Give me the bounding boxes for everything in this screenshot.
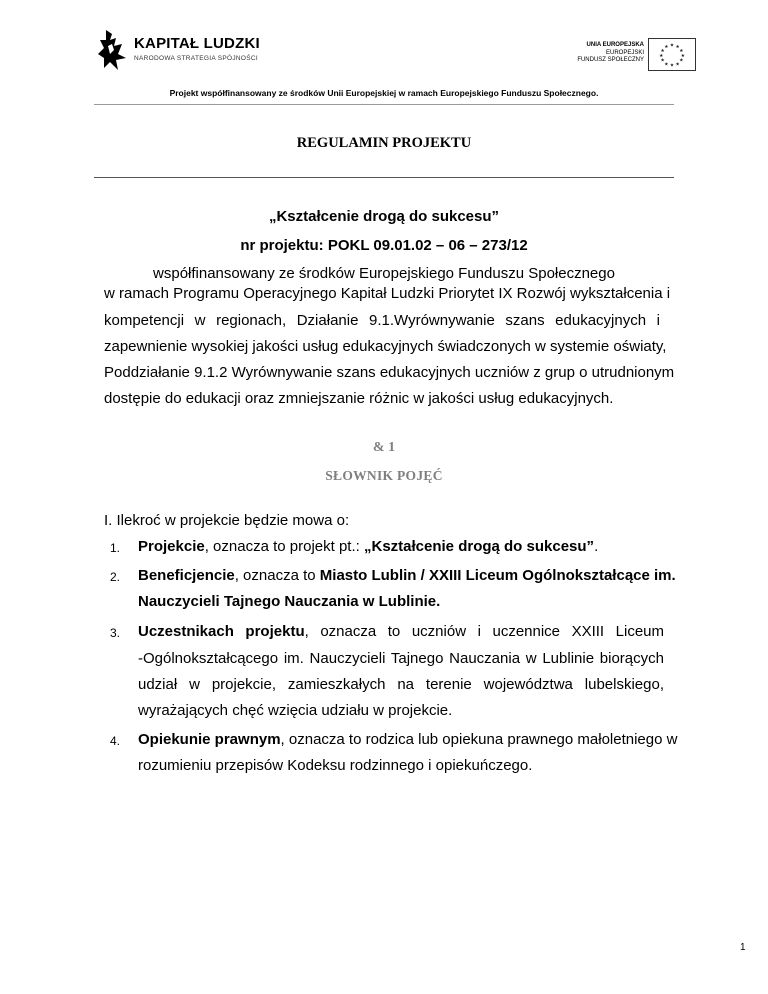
item-4-line-1 bbox=[138, 731, 678, 749]
item-4-line-2: rozumieniu przepisów Kodeksu rodzinnego i opiekuńczego. bbox=[138, 757, 533, 774]
svg-text:★: ★ bbox=[659, 53, 664, 59]
description-line-3: zapewnienie wysokiej jakości usług edukacyjnych świadczonych w systemie oświaty, bbox=[104, 338, 667, 355]
svg-text:★: ★ bbox=[679, 49, 684, 55]
svg-text:★: ★ bbox=[660, 49, 665, 55]
cofinancing-note: Projekt współfinansowany ze środków Unii Europejskiej w ramach Europejskiego Funduszu Społecznego. bbox=[169, 88, 599, 98]
item-1-end: . bbox=[594, 538, 599, 555]
item-2-bold-line-2: Nauczycieli Tajnego Nauczania w Lublinie. bbox=[138, 593, 441, 610]
eu-flag-icon bbox=[648, 38, 696, 71]
item-4-number: 4. bbox=[110, 734, 121, 748]
description-line-4: Poddziałanie 9.1.2 Wyrównywanie szans edukacyjnych uczniów z grup o utrudnionym bbox=[104, 364, 675, 381]
svg-text:★: ★ bbox=[660, 58, 665, 64]
item-3-number: 3. bbox=[110, 626, 121, 640]
item-2-text: , oznacza to bbox=[234, 567, 320, 584]
item-3-line-4: wyrażających chęć wzięcia udziału w projekcie. bbox=[138, 702, 453, 719]
kl-logo-subtitle: NARODOWA STRATEGIA SPÓJNOŚCI bbox=[134, 55, 258, 62]
section-sign: & 1 bbox=[372, 440, 396, 455]
item-2-line-1 bbox=[138, 567, 676, 585]
item-1-bold-tail: „Kształcenie drogą do sukcesu” bbox=[363, 538, 595, 555]
item-3-line-2: -Ogólnokształcącego im. Nauczycieli Tajnego Nauczania w Lublinie biorących bbox=[138, 650, 664, 667]
eu-line-1: UNIA EUROPEJSKA bbox=[586, 42, 644, 48]
item-3-line-1 bbox=[138, 623, 664, 641]
eu-logo-text bbox=[577, 42, 644, 65]
header-divider bbox=[94, 104, 674, 105]
svg-text:★: ★ bbox=[669, 43, 675, 49]
item-1-term: Projekcie bbox=[138, 538, 205, 555]
svg-text:★: ★ bbox=[679, 58, 684, 64]
svg-text:★: ★ bbox=[669, 63, 675, 69]
svg-text:★: ★ bbox=[664, 44, 669, 50]
eu-line-3: FUNDUSZ SPOŁECZNY bbox=[577, 57, 644, 63]
item-1-line-1 bbox=[138, 538, 664, 556]
project-name: „Kształcenie drogą do sukcesu” bbox=[268, 208, 500, 225]
svg-text:★: ★ bbox=[675, 62, 680, 68]
item-2-term: Beneficjencie bbox=[138, 567, 235, 584]
eu-line-2: EUROPEJSKI bbox=[605, 49, 644, 56]
svg-text:★: ★ bbox=[680, 53, 685, 59]
project-number: nr projektu: POKL 09.01.02 – 06 – 273/12 bbox=[240, 237, 528, 254]
description-line-5: dostępie do edukacji oraz zmniejszanie różnic w jakości usług edukacyjnych. bbox=[104, 390, 614, 407]
document-title: REGULAMIN PROJEKTU bbox=[296, 135, 472, 151]
cofinanced-line: współfinansowany ze środków Europejskiego Funduszu Społecznego bbox=[153, 265, 615, 282]
item-2-bold-tail: Miasto Lublin / XXIII Liceum Ogólnokształcące im. bbox=[319, 567, 676, 584]
item-3-term: Uczestnikach projektu bbox=[138, 623, 305, 640]
description-line-1: w ramach Programu Operacyjnego Kapitał Ludzki Priorytet IX Rozwój wykształcenia i bbox=[104, 285, 671, 302]
kl-logo-title: KAPITAŁ LUDZKI bbox=[134, 35, 260, 52]
item-2-line-2 bbox=[138, 593, 664, 611]
item-2-number: 2. bbox=[110, 570, 121, 584]
section-title: SŁOWNIK POJĘĆ bbox=[325, 468, 443, 483]
definitions-intro: I. Ilekroć w projekcie będzie mowa o: bbox=[104, 512, 350, 529]
item-4-term: Opiekunie prawnym bbox=[138, 731, 281, 748]
svg-text:★: ★ bbox=[675, 44, 680, 50]
kapital-ludzki-logo bbox=[96, 28, 286, 72]
item-1-text: , oznacza to projekt pt.: bbox=[204, 538, 364, 555]
page-number: 1 bbox=[740, 942, 746, 953]
item-4-text: , oznacza to rodzica lub opiekuna prawnego małoletniego w bbox=[280, 731, 678, 748]
description-line-2: kompetencji w regionach, Działanie 9.1.Wyrównywanie szans edukacyjnych i bbox=[104, 312, 660, 329]
kapital-ludzki-emblem-icon bbox=[96, 28, 128, 72]
title-divider bbox=[94, 177, 674, 178]
item-3-text: , oznacza to uczniów i uczennice XXIII Liceum bbox=[304, 623, 664, 640]
item-1-number: 1. bbox=[110, 541, 121, 555]
svg-text:★: ★ bbox=[664, 62, 669, 68]
item-3-line-3: udział w projekcie, zamieszkałych na terenie województwa lubelskiego, bbox=[138, 676, 664, 693]
